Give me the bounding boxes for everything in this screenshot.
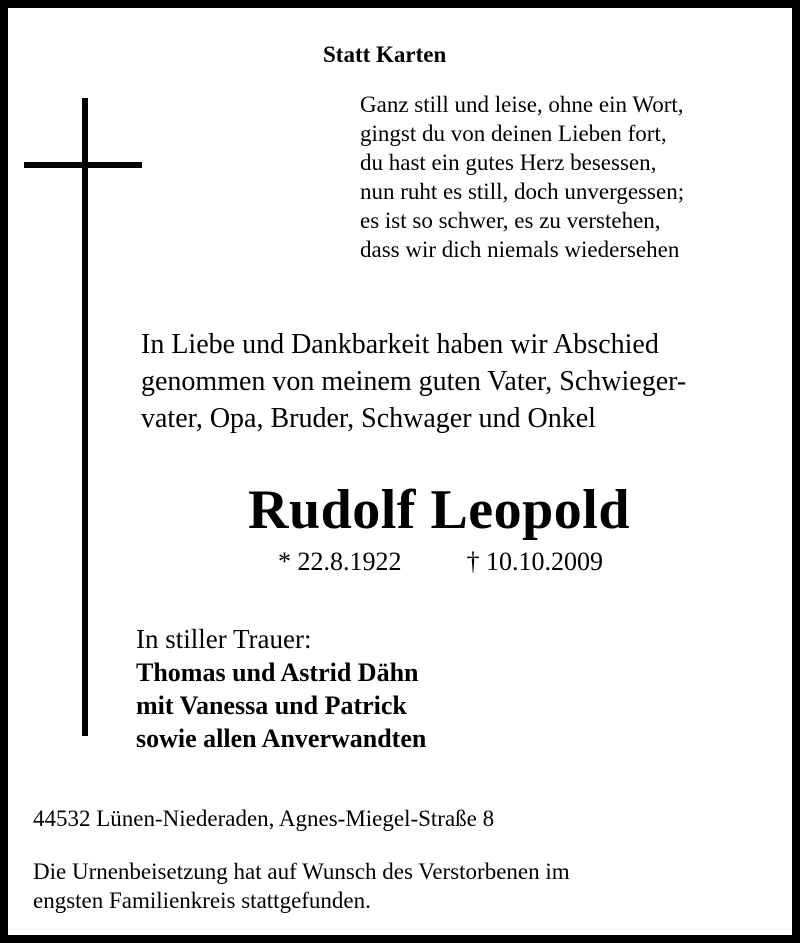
poem-line: gingst du von deinen Lieben fort, <box>360 121 667 146</box>
poem-line: dass wir dich niemals wiedersehen <box>360 237 680 262</box>
mourner-line: mit Vanessa und Patrick <box>136 691 407 720</box>
death-date: 10.10.2009 <box>486 547 603 576</box>
notice-heading: Statt Karten <box>323 42 447 67</box>
funeral-note <box>33 857 570 915</box>
address: 44532 Lünen-Niederaden, Agnes-Miegel-Straße 8 <box>33 806 495 831</box>
poem <box>360 90 684 264</box>
funeral-note-line: Die Urnenbeisetzung hat auf Wunsch des Verstorbenen im <box>33 859 570 884</box>
intro-text <box>141 326 686 437</box>
mourner-line: sowie allen Anverwandten <box>136 724 427 753</box>
poem-line: nun ruht es still, doch unvergessen; <box>360 179 685 204</box>
poem-line: du hast ein gutes Herz besessen, <box>360 150 657 175</box>
intro-line: vater, Opa, Bruder, Schwager und Onkel <box>141 403 596 434</box>
deceased-name: Rudolf Leopold <box>248 479 630 541</box>
mourner-line: Thomas und Astrid Dähn <box>136 658 419 687</box>
funeral-note-line: engsten Familienkreis stattgefunden. <box>33 888 371 913</box>
death-symbol: † <box>466 547 480 576</box>
birth-symbol: * <box>278 547 291 576</box>
birth-date: 22.8.1922 <box>297 547 402 576</box>
poem-line: Ganz still und leise, ohne ein Wort, <box>360 92 684 117</box>
mourners-list <box>136 656 426 755</box>
cross-icon-crossbar <box>24 162 142 168</box>
intro-line: In Liebe und Dankbarkeit haben wir Abschied <box>141 329 659 360</box>
life-dates <box>278 546 603 578</box>
mourning-label: In stiller Trauer: <box>136 624 312 654</box>
poem-line: es ist so schwer, es zu verstehen, <box>360 208 661 233</box>
intro-line: genommen von meinem guten Vater, Schwieger- <box>141 366 687 397</box>
cross-icon <box>82 98 88 736</box>
